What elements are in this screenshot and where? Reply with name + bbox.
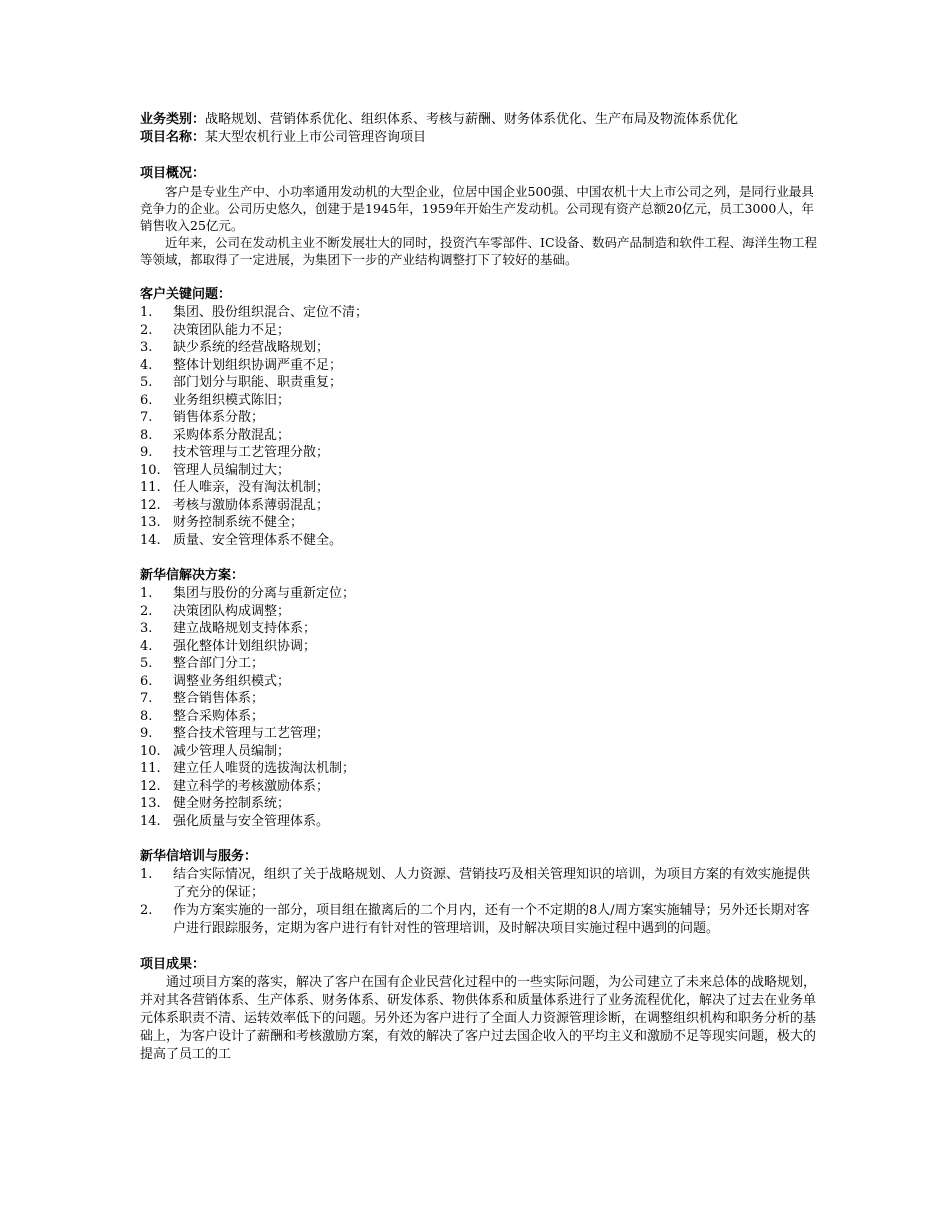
list-item xyxy=(140,655,820,673)
item-number: 9. xyxy=(140,726,153,741)
item-text: 管理人员编制过大； xyxy=(173,462,291,478)
results-paragraph: 通过项目方案的落实，解决了客户在国有企业民营化过程中的一些实际问题，为公司建立了未来总体的战略规划，并对其各营销体系、生产体系、财务体系、研发体系、物供体系和质量体系进行了业务流程优化，解决了过去在业务单元体系职责不清、运转效率低下的问题。另外还为客户进行了全面人力资源管理诊断，在调整组织机构和职务分析的基础上，为客户设计了薪酬和考核激励方案，有效的解决了客户过去国企收入的平均主义和激励不足等现实问题，极大的提高了员工的工 xyxy=(140,975,817,1062)
solutions-heading: 新华信解决方案： xyxy=(140,568,245,583)
list-item xyxy=(140,392,820,410)
item-text: 整合部门分工； xyxy=(173,656,265,671)
list-item xyxy=(140,357,820,375)
spacer xyxy=(140,147,820,165)
item-text: 集团、股份组织混合、定位不清； xyxy=(173,305,369,320)
item-number: 10. xyxy=(140,462,161,478)
item-number: 1. xyxy=(140,867,153,882)
list-item xyxy=(140,620,820,638)
business-category xyxy=(140,111,820,129)
item-text: 健全财务控制系统； xyxy=(173,796,291,811)
list-item xyxy=(140,532,820,550)
item-number: 6. xyxy=(140,392,153,408)
item-number: 11. xyxy=(140,761,161,776)
project-name-label: 项目名称： xyxy=(140,130,206,145)
solutions-list xyxy=(140,585,820,830)
item-number: 11. xyxy=(140,480,161,495)
item-number: 14. xyxy=(140,813,161,829)
item-number: 6. xyxy=(140,673,153,689)
list-item xyxy=(140,813,820,831)
list-item xyxy=(140,497,820,515)
overview-paragraph: 近年来，公司在发动机主业不断发展壮大的同时，投资汽车零部件、IC设备、数码产品制造和软件工程、海洋生物工程等领域，都取得了一定进展，为集团下一步的产业结构调整打下了较好的基础。 xyxy=(140,235,818,267)
item-number: 8. xyxy=(140,427,153,443)
list-item xyxy=(140,778,820,796)
overview-heading: 项目概况： xyxy=(140,166,206,181)
list-item xyxy=(140,795,820,813)
list-item xyxy=(140,462,820,480)
item-number: 8. xyxy=(140,708,153,724)
item-text: 集团与股份的分离与重新定位； xyxy=(173,586,356,601)
item-text: 结合实际情况，组织了关于战略规划、人力资源、营销技巧及相关管理知识的培训，为项目方案的有效实施提供了充分的保证； xyxy=(173,867,811,900)
project-name xyxy=(140,129,820,147)
item-number: 5. xyxy=(140,656,153,671)
item-text: 技术管理与工艺管理分散； xyxy=(173,445,330,460)
training-list xyxy=(140,866,820,938)
list-item xyxy=(140,760,820,778)
item-number: 9. xyxy=(140,445,153,460)
item-text: 销售体系分散； xyxy=(173,410,265,425)
item-text: 考核与激励体系薄弱混乱； xyxy=(173,497,330,513)
training-heading: 新华信培训与服务： xyxy=(140,849,258,864)
item-text: 财务控制系统不健全； xyxy=(173,515,304,530)
list-item xyxy=(140,409,820,427)
list-item xyxy=(140,322,820,340)
item-text: 强化整体计划组织协调； xyxy=(173,638,317,654)
list-item xyxy=(140,866,820,902)
list-item xyxy=(140,902,820,938)
item-number: 2. xyxy=(140,603,153,619)
item-text: 建立任人唯贤的选拔淘汰机制； xyxy=(173,761,356,776)
list-item xyxy=(140,427,820,445)
item-number: 7. xyxy=(140,410,153,425)
item-number: 12. xyxy=(140,778,161,794)
item-text: 任人唯亲，没有淘汰机制； xyxy=(173,480,330,495)
item-text: 缺少系统的经营战略规划； xyxy=(173,340,330,355)
item-number: 14. xyxy=(140,532,161,548)
business-category-label: 业务类别： xyxy=(140,112,206,127)
project-name-value: 某大型农机行业上市公司管理咨询项目 xyxy=(205,130,427,145)
item-text: 整体计划组织协调严重不足； xyxy=(173,357,343,373)
item-text: 决策团队能力不足； xyxy=(173,322,291,338)
item-number: 1. xyxy=(140,305,153,320)
document-page xyxy=(140,111,820,1064)
item-number: 7. xyxy=(140,691,153,706)
item-text: 业务组织模式陈旧； xyxy=(173,392,291,408)
list-item xyxy=(140,444,820,462)
problems-list xyxy=(140,304,820,549)
item-number: 5. xyxy=(140,375,153,390)
spacer xyxy=(140,830,820,848)
overview-paragraph: 客户是专业生产中、小功率通用发动机的大型企业，位居中国企业500强、中国农机十大上市公司之列，是同行业最具竞争力的企业。公司历史悠久，创建于是1945年，1959年开始生产发动机。公司现有资产总额20亿元，员工3000人，年销售收入25亿元。 xyxy=(140,184,814,233)
business-category-value: 战略规划、营销体系优化、组织体系、考核与薪酬、财务体系优化、生产布局及物流体系优化 xyxy=(205,112,739,127)
list-item xyxy=(140,304,820,322)
spacer xyxy=(140,549,820,567)
item-text: 整合采购体系； xyxy=(173,708,265,724)
item-number: 3. xyxy=(140,621,153,636)
item-text: 调整业务组织模式； xyxy=(173,673,291,689)
spacer xyxy=(140,938,820,956)
list-item xyxy=(140,374,820,392)
item-number: 2. xyxy=(140,903,153,918)
list-item xyxy=(140,725,820,743)
list-item xyxy=(140,638,820,656)
item-number: 10. xyxy=(140,743,161,759)
item-text: 整合技术管理与工艺管理； xyxy=(173,726,330,741)
item-text: 整合销售体系； xyxy=(173,691,265,706)
item-text: 建立战略规划支持体系； xyxy=(173,621,317,636)
item-number: 13. xyxy=(140,515,161,530)
item-text: 强化质量与安全管理体系。 xyxy=(173,813,330,829)
item-text: 部门划分与职能、职责重复； xyxy=(173,375,343,390)
item-number: 1. xyxy=(140,586,153,601)
item-text: 作为方案实施的一部分，项目组在撤离后的二个月内，还有一个不定期的8人/周方案实施辅导；另外还长期对客户进行跟踪服务，定期为客户进行有针对性的管理培训，及时解决项目实施过程中遇到的问题。 xyxy=(173,903,810,936)
list-item xyxy=(140,339,820,357)
item-text: 采购体系分散混乱； xyxy=(173,427,291,443)
list-item xyxy=(140,708,820,726)
list-item xyxy=(140,743,820,761)
spacer xyxy=(140,268,820,286)
item-text: 质量、安全管理体系不健全。 xyxy=(173,532,343,548)
item-number: 4. xyxy=(140,638,153,654)
list-item xyxy=(140,585,820,603)
list-item xyxy=(140,514,820,532)
item-number: 12. xyxy=(140,497,161,513)
item-text: 减少管理人员编制； xyxy=(173,743,291,759)
problems-heading: 客户关键问题： xyxy=(140,287,232,302)
item-text: 建立科学的考核激励体系； xyxy=(173,778,330,794)
item-number: 3. xyxy=(140,340,153,355)
item-number: 2. xyxy=(140,322,153,338)
results-heading: 项目成果： xyxy=(140,957,206,972)
list-item xyxy=(140,673,820,691)
list-item xyxy=(140,690,820,708)
list-item xyxy=(140,479,820,497)
list-item xyxy=(140,603,820,621)
item-number: 13. xyxy=(140,796,161,811)
item-text: 决策团队构成调整； xyxy=(173,603,291,619)
item-number: 4. xyxy=(140,357,153,373)
